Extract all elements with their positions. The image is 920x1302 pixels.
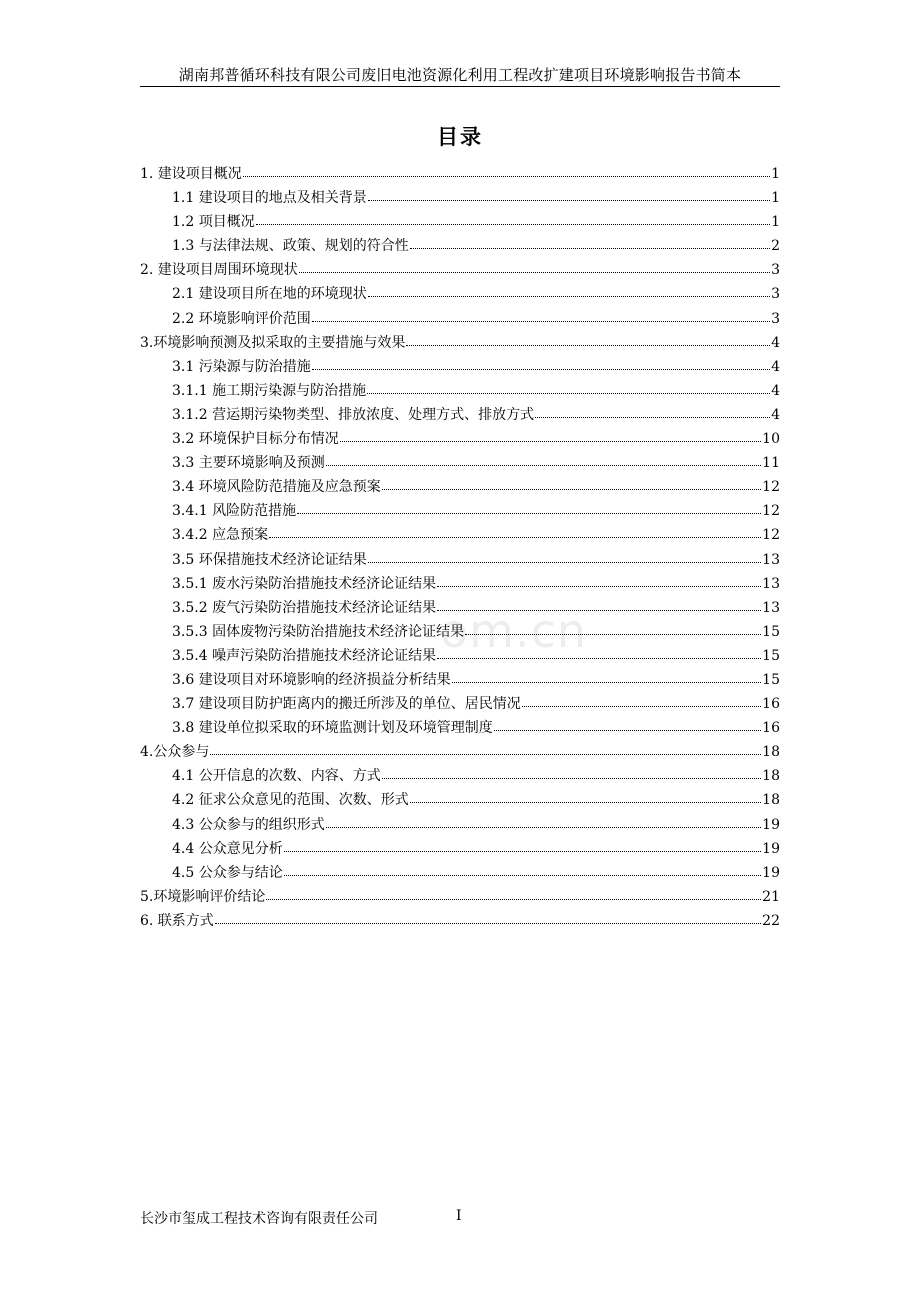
toc-entry-title: 4.公众参与 [140, 744, 210, 761]
toc-dot-leader [299, 260, 770, 274]
toc-entry-title: 3.4.2 应急预案 [172, 527, 269, 544]
toc-entry-page: 4 [771, 382, 780, 399]
toc-entry-page: 15 [762, 623, 780, 640]
toc-entry[interactable] [140, 427, 780, 451]
toc-dot-leader [215, 911, 761, 925]
toc-dot-leader [284, 863, 761, 877]
toc-entry[interactable] [140, 668, 780, 692]
toc-entry-page: 15 [762, 671, 780, 688]
toc-entry-title: 3.1 污染源与防治措施 [172, 358, 311, 375]
toc-dot-leader [406, 333, 770, 347]
toc-entry-title: 3.3 主要环境影响及预测 [172, 455, 325, 472]
toc-entry-page: 12 [762, 479, 780, 496]
toc-entry[interactable] [140, 788, 780, 812]
toc-dot-leader [452, 670, 761, 684]
toc-entry-page: 19 [762, 840, 780, 857]
toc-entry-title: 3.1.2 营运期污染物类型、排放浓度、处理方式、排放方式 [172, 406, 535, 423]
toc-entry[interactable] [140, 885, 780, 909]
page-title: 目录 [437, 124, 483, 149]
toc-entry-page: 22 [762, 912, 780, 929]
toc-entry[interactable] [140, 186, 780, 210]
toc-entry-title: 4.3 公众参与的组织形式 [172, 816, 325, 833]
toc-entry[interactable] [140, 740, 780, 764]
toc-entry-page: 12 [762, 503, 780, 520]
toc-entry-page: 21 [762, 888, 780, 905]
toc-entry-title: 3.1.1 施工期污染源与防治措施 [172, 382, 367, 399]
toc-entry-page: 15 [762, 647, 780, 664]
toc-entry-page: 4 [771, 406, 780, 423]
toc-entry[interactable] [140, 234, 780, 258]
toc-dot-leader [326, 453, 761, 467]
toc-entry[interactable] [140, 331, 780, 355]
toc-entry-page: 4 [771, 358, 780, 375]
toc-entry-title: 3.4.1 风险防范措施 [172, 503, 297, 520]
toc-entry-title: 3.5.3 固体废物污染防治措施技术经济论证结果 [172, 623, 465, 640]
toc-dot-leader [410, 790, 761, 804]
toc-entry[interactable] [140, 909, 780, 933]
toc-entry[interactable] [140, 451, 780, 475]
toc-dot-leader [522, 694, 761, 708]
footer-page-number: I [456, 1208, 462, 1224]
table-of-contents [140, 162, 780, 933]
toc-entry-page: 3 [771, 262, 780, 279]
toc-entry[interactable] [140, 764, 780, 788]
toc-entry-title: 4.1 公开信息的次数、内容、方式 [172, 768, 381, 785]
toc-dot-leader [410, 236, 770, 250]
toc-entry[interactable] [140, 813, 780, 837]
toc-entry-page: 4 [771, 334, 780, 351]
toc-entry-page: 3 [771, 310, 780, 327]
toc-dot-leader [535, 405, 770, 419]
toc-entry-title: 6. 联系方式 [140, 912, 214, 929]
toc-entry[interactable] [140, 572, 780, 596]
toc-entry-title: 3.4 环境风险防范措施及应急预案 [172, 479, 381, 496]
toc-entry-page: 11 [762, 455, 780, 472]
toc-entry-page: 10 [762, 431, 780, 448]
toc-entry-page: 18 [762, 792, 780, 809]
toc-entry-title: 1. 建设项目概况 [140, 166, 242, 182]
toc-entry-page: 18 [762, 768, 780, 785]
toc-entry-page: 12 [762, 527, 780, 544]
toc-entry-title: 4.4 公众意见分析 [172, 840, 283, 857]
toc-entry[interactable] [140, 548, 780, 572]
toc-entry-page: 13 [762, 599, 780, 616]
footer-company: 长沙市玺成工程技术咨询有限责任公司 [140, 1211, 378, 1227]
toc-entry[interactable] [140, 523, 780, 547]
toc-entry-page: 19 [762, 864, 780, 881]
toc-dot-leader [382, 766, 761, 780]
toc-entry-page: 18 [762, 744, 780, 761]
toc-entry[interactable] [140, 282, 780, 306]
toc-entry-title: 2.2 环境影响评价范围 [172, 310, 311, 327]
toc-entry[interactable] [140, 355, 780, 379]
toc-entry-page: 16 [762, 696, 780, 713]
toc-entry-title: 3.6 建设项目对环境影响的经济损益分析结果 [172, 671, 451, 688]
toc-entry-page: 16 [762, 720, 780, 737]
toc-dot-leader [340, 429, 761, 443]
toc-entry[interactable] [140, 258, 780, 282]
toc-dot-leader [312, 309, 770, 323]
toc-entry-title: 4.5 公众参与结论 [172, 864, 283, 881]
toc-entry-title: 3.7 建设项目防护距离内的搬迁所涉及的单位、居民情况 [172, 696, 521, 713]
toc-entry-page: 1 [771, 166, 780, 182]
toc-entry-title: 5.环境影响评价结论 [140, 888, 266, 905]
watermark: om.cn [440, 604, 588, 658]
toc-entry-page: 13 [762, 575, 780, 592]
toc-dot-leader [312, 357, 770, 371]
toc-dot-leader [367, 381, 770, 395]
toc-entry-page: 1 [771, 214, 780, 231]
toc-entry[interactable] [140, 379, 780, 403]
toc-entry[interactable] [140, 861, 780, 885]
toc-entry-title: 1.3 与法律法规、政策、规划的符合性 [172, 238, 409, 255]
toc-entry-title: 3.环境影响预测及拟采取的主要措施与效果 [140, 334, 406, 351]
toc-entry-title: 3.5.2 废气污染防治措施技术经济论证结果 [172, 599, 437, 616]
toc-entry-title: 2.1 建设项目所在地的环境现状 [172, 286, 367, 303]
toc-entry[interactable] [140, 499, 780, 523]
toc-dot-leader [256, 212, 770, 226]
header-rule [140, 86, 780, 87]
toc-entry[interactable] [140, 475, 780, 499]
toc-entry[interactable] [140, 307, 780, 331]
toc-entry-page: 13 [762, 551, 780, 568]
toc-entry-title: 4.2 征求公众意见的范围、次数、形式 [172, 792, 409, 809]
toc-entry-page: 3 [771, 286, 780, 303]
toc-dot-leader [269, 525, 761, 539]
toc-entry-page: 19 [762, 816, 780, 833]
running-header: 湖南邦普循环科技有限公司废旧电池资源化利用工程改扩建项目环境影响报告书简本 [178, 66, 742, 84]
toc-dot-leader [326, 815, 761, 829]
toc-dot-leader [297, 501, 761, 515]
toc-dot-leader [368, 188, 770, 202]
toc-dot-leader [368, 550, 761, 564]
toc-entry[interactable] [140, 403, 780, 427]
toc-entry[interactable] [140, 210, 780, 234]
toc-entry-title: 1.2 项目概况 [172, 214, 255, 231]
toc-entry-title: 2. 建设项目周围环境现状 [140, 262, 298, 279]
toc-entry-title: 3.5.4 噪声污染防治措施技术经济论证结果 [172, 647, 437, 664]
toc-entry[interactable] [140, 837, 780, 861]
toc-entry-title: 3.5.1 废水污染防治措施技术经济论证结果 [172, 575, 437, 592]
toc-entry-page: 2 [771, 238, 780, 255]
toc-entry[interactable] [140, 692, 780, 716]
toc-dot-leader [437, 574, 761, 588]
toc-entry-title: 3.8 建设单位拟采取的环境监测计划及环境管理制度 [172, 720, 493, 737]
toc-entry-title: 1.1 建设项目的地点及相关背景 [172, 190, 367, 207]
toc-dot-leader [368, 284, 770, 298]
toc-dot-leader [284, 839, 761, 853]
toc-entry-page: 1 [771, 190, 780, 207]
toc-dot-leader [494, 718, 761, 732]
toc-entry[interactable] [140, 716, 780, 740]
toc-dot-leader [382, 477, 761, 491]
toc-entry-title: 3.5 环保措施技术经济论证结果 [172, 551, 367, 568]
toc-dot-leader [266, 887, 761, 901]
toc-dot-leader [243, 164, 770, 178]
toc-entry-title: 3.2 环境保护目标分布情况 [172, 431, 339, 448]
toc-dot-leader [210, 742, 761, 756]
toc-entry[interactable] [140, 162, 780, 186]
